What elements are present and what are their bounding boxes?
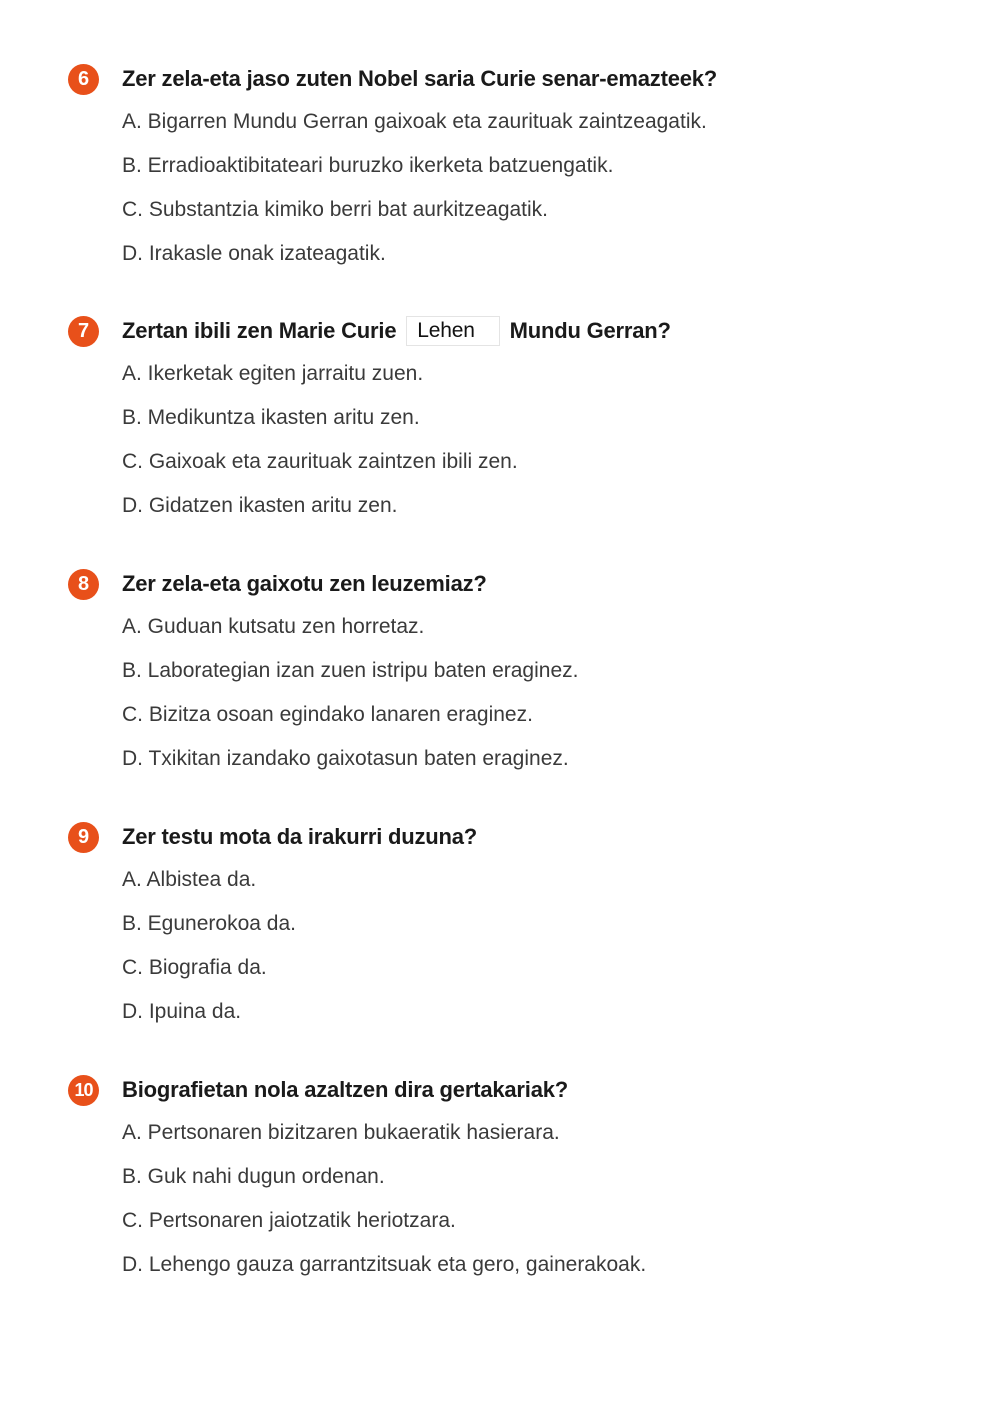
question-text: Zer testu mota da irakurri duzuna? [122, 824, 478, 849]
option-d[interactable]: D. Gidatzen ikasten aritu zen. [122, 494, 398, 517]
option-list [122, 107, 707, 283]
question-text [122, 314, 671, 348]
question-header [0, 1073, 1000, 1107]
option-a[interactable]: A. Bigarren Mundu Gerran gaixoak eta zaurituak zaintzeagatik. [122, 110, 707, 133]
option-b[interactable]: B. Medikuntza ikasten aritu zen. [122, 406, 420, 429]
question-number-badge: 7 [68, 316, 99, 347]
option-c[interactable]: C. Gaixoak eta zaurituak zaintzen ibili zen. [122, 450, 518, 473]
option-list [122, 1118, 646, 1294]
option-a[interactable]: A. Pertsonaren bizitzaren bukaeratik hasierara. [122, 1121, 560, 1144]
option-d[interactable]: D. Ipuina da. [122, 1000, 242, 1023]
question-text: Zer zela-eta gaixotu zen leuzemiaz? [122, 571, 487, 596]
option-b[interactable]: B. Guk nahi dugun ordenan. [122, 1165, 385, 1188]
question-text: Biografietan nola azaltzen dira gertakariak? [122, 1077, 569, 1102]
option-c[interactable]: C. Biografia da. [122, 956, 267, 979]
question-number-badge: 8 [68, 569, 99, 600]
question-header [0, 820, 1000, 854]
question-text-before: Zertan ibili zen Marie Curie [122, 318, 397, 343]
option-a[interactable]: A. Ikerketak egiten jarraitu zuen. [122, 362, 424, 385]
option-list [122, 865, 296, 1041]
question-header [0, 62, 1000, 96]
option-b[interactable]: B. Erradioaktibitateari buruzko ikerketa batzuengatik. [122, 154, 614, 177]
fill-in-answer-field[interactable]: Lehen [406, 316, 499, 346]
option-a[interactable]: A. Albistea da. [122, 868, 257, 891]
option-list [122, 612, 578, 788]
question-text-after: Mundu Gerran? [509, 318, 671, 343]
option-b[interactable]: B. Laborategian izan zuen istripu baten eraginez. [122, 659, 579, 682]
option-c[interactable]: C. Pertsonaren jaiotzatik heriotzara. [122, 1209, 456, 1232]
question-header [0, 567, 1000, 601]
option-d[interactable]: D. Irakasle onak izateagatik. [122, 242, 386, 265]
question-number-badge: 6 [68, 64, 99, 95]
question-number-badge: 9 [68, 822, 99, 853]
option-c[interactable]: C. Bizitza osoan egindako lanaren eraginez. [122, 703, 533, 726]
question-number-badge: 10 [68, 1075, 99, 1106]
option-d[interactable]: D. Lehengo gauza garrantzitsuak eta gero, gainerakoak. [122, 1253, 647, 1276]
option-list [122, 359, 518, 535]
option-d[interactable]: D. Txikitan izandako gaixotasun baten eraginez. [122, 747, 569, 770]
question-text: Zer zela-eta jaso zuten Nobel saria Curie senar-emazteek? [122, 66, 718, 91]
option-b[interactable]: B. Egunerokoa da. [122, 912, 296, 935]
option-c[interactable]: C. Substantzia kimiko berri bat aurkitzeagatik. [122, 198, 549, 221]
option-a[interactable]: A. Guduan kutsatu zen horretaz. [122, 615, 425, 638]
question-header [0, 314, 1000, 348]
